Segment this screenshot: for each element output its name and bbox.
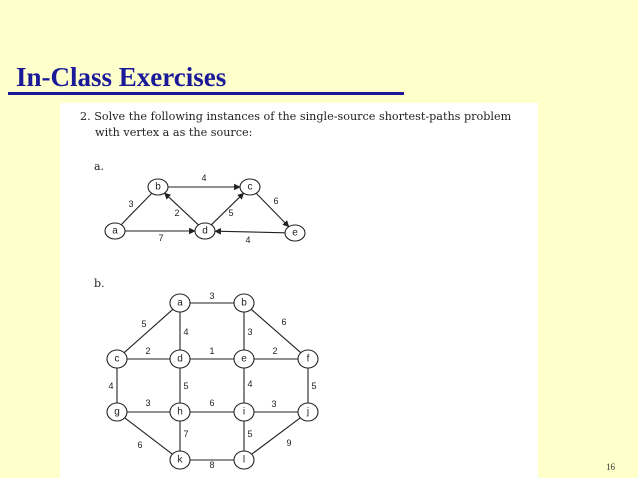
svg-text:f: f [306, 353, 310, 365]
graph-b-weight-a-c: 5 [141, 319, 147, 329]
graph-b-node-b [234, 294, 254, 312]
svg-text:l: l [242, 454, 246, 466]
graph-b-node-f [298, 350, 318, 368]
graph-a-weight-b-c: 4 [201, 173, 207, 183]
graph-b-weight-i-l: 5 [247, 429, 253, 439]
graph-b-weight-a-d: 4 [183, 327, 189, 337]
graph-b-node-l [234, 451, 254, 469]
graph-b-weight-h-k: 7 [183, 429, 189, 439]
graph-b-weight-e-f: 2 [272, 346, 278, 356]
graph-b-node-h [170, 403, 190, 421]
graph-b-edge-g-k [125, 418, 173, 454]
problem-line-2: with vertex a as the source: [95, 126, 253, 139]
problem-number: 2. [80, 110, 91, 123]
graph-b-weight-c-d: 2 [145, 346, 151, 356]
svg-text:k: k [177, 454, 183, 466]
graph-b-weight-d-h: 5 [183, 381, 189, 391]
svg-text:c: c [247, 181, 253, 193]
graph-a-weight-d-b: 2 [174, 208, 180, 218]
svg-text:g: g [114, 406, 120, 418]
graph-b-node-g [107, 403, 127, 421]
svg-text:h: h [177, 406, 183, 418]
svg-text:i: i [242, 406, 246, 418]
graph-b-weight-i-j: 3 [271, 399, 277, 409]
graph-b-weight-c-g: 4 [108, 381, 114, 391]
graph-b-weight-g-k: 6 [137, 440, 143, 450]
graph-b-label: b. [94, 277, 105, 290]
graph-b-weight-h-i: 6 [209, 398, 215, 408]
graph-b-edge-j-l [252, 418, 301, 454]
graph-a-weight-a-d: 7 [158, 233, 164, 243]
svg-text:a: a [177, 297, 183, 309]
graph-b-node-k [170, 451, 190, 469]
exercise-image [60, 103, 538, 478]
graph-b-weight-a-b: 3 [209, 291, 215, 301]
graph-b-weight-k-l: 8 [209, 460, 215, 470]
svg-text:j: j [306, 406, 310, 418]
svg-text:e: e [292, 227, 298, 239]
graph-b-node-e [234, 350, 254, 368]
svg-text:d: d [202, 225, 208, 237]
graph-b-weight-f-j: 5 [311, 381, 317, 391]
graph-a-weight-d-c: 5 [228, 208, 234, 218]
graph-b-weight-e-i: 4 [247, 379, 253, 389]
graph-b-weight-j-l: 9 [286, 438, 292, 448]
graph-b-weight-g-h: 3 [145, 398, 151, 408]
svg-text:b: b [155, 181, 161, 193]
graph-b-weight-b-f: 6 [281, 317, 287, 327]
graph-b-node-d [170, 350, 190, 368]
graph-b-weight-b-e: 3 [247, 327, 253, 337]
graph-b-weight-d-e: 1 [209, 346, 215, 356]
graph-b-node-j [298, 403, 318, 421]
graph-a-weight-a-b: 3 [128, 199, 134, 209]
svg-text:c: c [114, 353, 120, 365]
graph-b-diagram [60, 103, 538, 478]
svg-text:d: d [177, 353, 183, 365]
graph-b-node-c [107, 350, 127, 368]
graph-b-node-i [234, 403, 254, 421]
title-underline [8, 92, 404, 95]
graph-a-label: a. [94, 160, 105, 173]
graph-a-weight-c-e: 6 [273, 196, 279, 206]
page-number: 16 [606, 462, 615, 472]
svg-text:b: b [241, 297, 247, 309]
svg-text:a: a [112, 225, 118, 237]
svg-text:e: e [241, 353, 247, 365]
slide-title: In-Class Exercises [16, 62, 227, 92]
graph-b-node-a [170, 294, 190, 312]
graph-a-weight-e-d: 4 [245, 235, 251, 245]
problem-line-1: Solve the following instances of the single-source shortest-paths problem [94, 110, 512, 123]
